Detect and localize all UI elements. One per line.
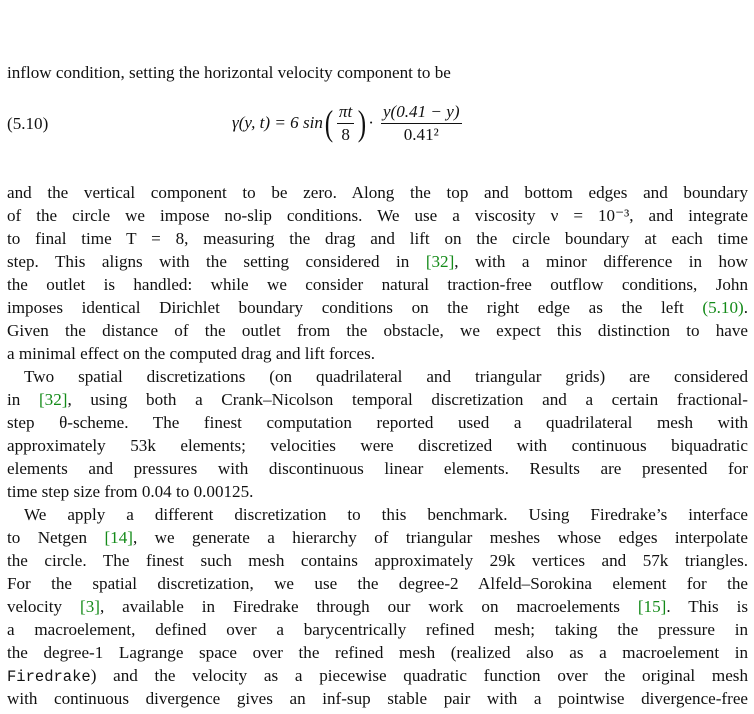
para1-line: and the vertical component to be zero. Along the top and bottom edges and boundary [7,183,748,202]
citation-link[interactable]: [32] [425,252,455,271]
fraction-profile [381,102,462,145]
para1-line: Given the distance of the outlet from the obstacle, we expect this distinction to have [7,321,748,340]
citation-link[interactable]: [15] [637,597,667,616]
left-paren: ( [324,103,334,143]
equation-lhs: γ(y, t) = 6 sin [232,112,323,132]
citation-link[interactable]: [3] [80,597,100,616]
lead-line: inflow condition, setting the horizontal velocity component to be [7,63,451,82]
para2-line: elements and pressures with discontinuous linear elements. Results are presented for [7,459,748,478]
para1-line: a minimal effect on the computed drag and lift forces. [7,344,376,363]
fraction-denominator: 0.41² [403,124,439,144]
para1-line: of the circle we impose no-slip conditions. We use a viscosity ν = 10⁻³, and integrate [7,206,748,225]
equation-5-10 [232,95,464,151]
para2-line: Two spatial discretizations (on quadrilateral and triangular grids) are considered [24,367,748,386]
fraction-pi-t-over-8 [337,102,354,145]
right-paren: ) [358,103,367,143]
code-firedrake: Firedrake [7,668,91,686]
multiplication-dot: · [368,112,374,132]
fraction-numerator: πt [337,102,354,124]
para3-line: to Netgen [14], we generate a hierarchy of triangular meshes whose edges interpolate [7,528,748,547]
para3-line: Firedrake) and the velocity as a piecewise quadratic function over the original mesh [7,666,748,686]
para2-line: time step size from 0.04 to 0.00125. [7,482,254,501]
citation-link[interactable]: [14] [104,528,133,547]
para3-line: with continuous divergence gives an inf-sup stable pair with a pointwise divergence-free [7,689,748,708]
para3-line: We apply a different discretization to this benchmark. Using Firedrake’s interface [24,505,748,524]
paper-page [7,0,748,714]
citation-link[interactable]: [32] [38,390,68,409]
para1-line: the outlet is handled: while we consider natural traction-free outflow conditions, John [7,275,748,294]
para3-line: the degree-1 Lagrange space over the refined mesh (realized also as a macroelement in [7,643,748,662]
para2-line: in [32], using both a Crank–Nicolson temporal discretization and a certain fractional- [7,390,748,409]
para3-line: the circle. The finest such mesh contains approximately 29k vertices and 57k triangles. [7,551,748,570]
para1-line: step. This aligns with the setting considered in [32], with a minor difference in how [7,252,748,271]
para2-line: step θ-scheme. The finest computation reported used a quadrilateral mesh with [7,413,748,432]
para1-line: to final time T = 8, measuring the drag and lift on the circle boundary at each time [7,229,748,248]
fraction-numerator: y(0.41 − y) [381,102,462,124]
para3-line: For the spatial discretization, we use the degree-2 Alfeld–Sorokina element for the [7,574,748,593]
para3-line: a macroelement, defined over a barycentrically refined mesh; taking the pressure in [7,620,748,639]
equation-number: (5.10) [7,114,49,133]
para2-line: approximately 53k elements; velocities were discretized with continuous biquadratic [7,436,748,455]
fraction-denominator: 8 [341,124,350,144]
para1-line: imposes identical Dirichlet boundary conditions on the right edge as the left (5.10). [7,298,748,317]
para3-line: velocity [3], available in Firedrake through our work on macroelements [15]. This is [7,597,748,616]
equation-ref-link[interactable]: (5.10) [702,298,744,317]
